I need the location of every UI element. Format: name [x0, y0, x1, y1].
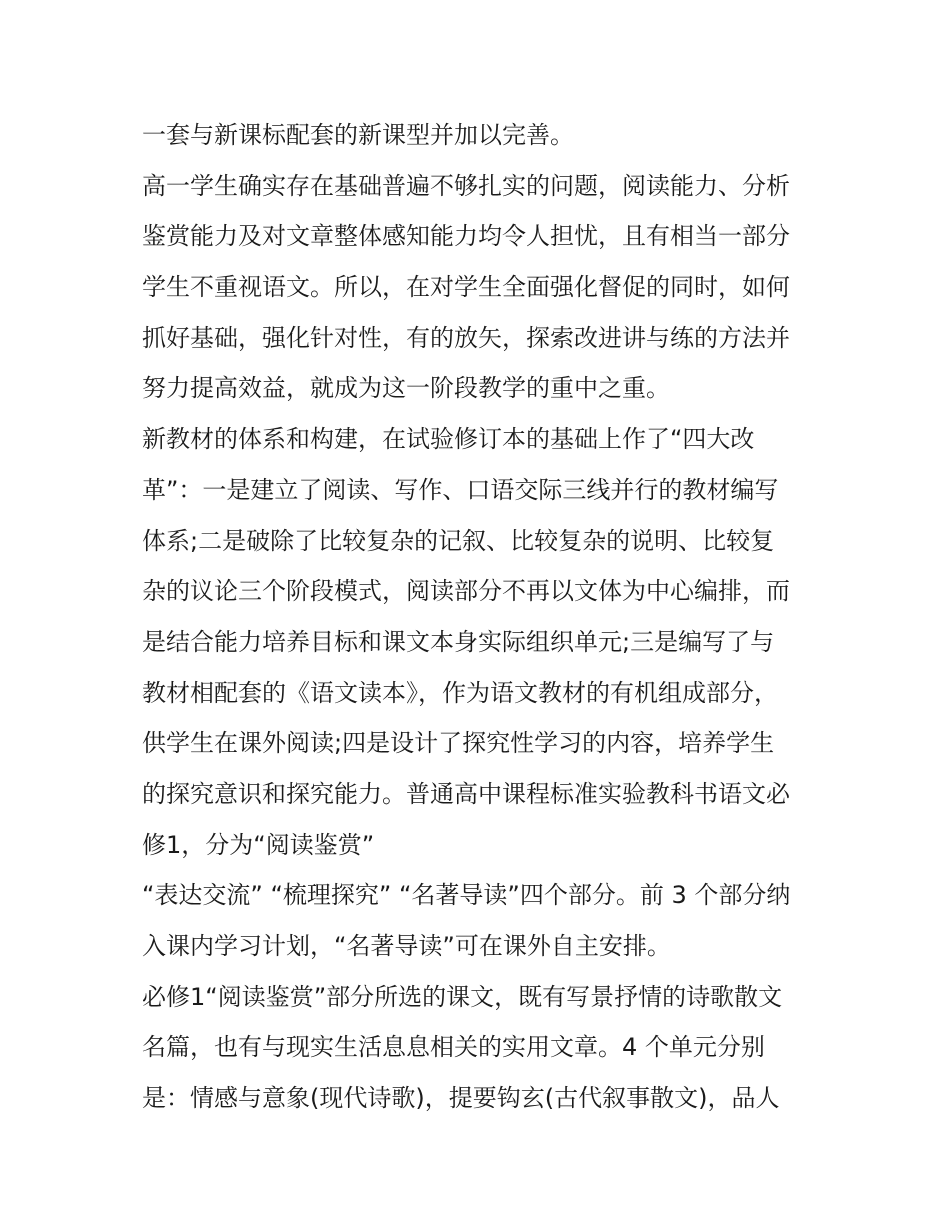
- text-line: 鉴赏能力及对文章整体感知能力均令人担忧，且有相当一部分: [142, 222, 790, 251]
- text-line: 是：情感与意象(现代诗歌)，提要钩玄(古代叙事散文)，品人: [142, 1084, 780, 1113]
- text-line: “表达交流” “梳理探究” “名著导读”四个部分。前 3 个部分纳: [142, 881, 791, 910]
- text-line: 努力提高效益，就成为这一阶段教学的重中之重。: [142, 374, 670, 403]
- text-line: 教材相配套的《语文读本》，作为语文教材的有机组成部分，: [142, 678, 778, 707]
- text-line: 杂的议论三个阶段模式，阅读部分不再以文体为中心编排，而: [142, 577, 790, 606]
- text-line: 体系;二是破除了比较复杂的记叙、比较复杂的说明、比较复: [142, 526, 775, 555]
- text-line: 名篇，也有与现实生活息息相关的实用文章。4 个单元分别: [142, 1033, 765, 1062]
- text-line: 入课内学习计划，“名著导读”可在课外自主安排。: [142, 932, 671, 960]
- text-line: 修1，分为“阅读鉴赏”: [142, 830, 375, 859]
- text-line: 高一学生确实存在基础普遍不够扎实的问题，阅读能力、分析: [142, 171, 790, 200]
- text-line: 抓好基础，强化针对性，有的放矢，探索改进讲与练的方法并: [142, 323, 790, 352]
- body-text: [142, 110, 822, 1124]
- text-line: 必修1“阅读鉴赏”部分所选的课文，既有写景抒情的诗歌散文: [142, 982, 783, 1011]
- text-line: 一套与新课标配套的新课型并加以完善。: [142, 121, 574, 149]
- text-line: 的探究意识和探究能力。普通高中课程标准实验教科书语文必: [142, 779, 790, 808]
- text-line: 学生不重视语文。所以，在对学生全面强化督促的同时，如何: [142, 273, 790, 302]
- text-line: 是结合能力培养目标和课文本身实际组织单元;三是编写了与: [142, 627, 775, 656]
- text-line: 革”：一是建立了阅读、写作、口语交际三线并行的教材编写: [142, 475, 779, 504]
- text-line: 供学生在课外阅读;四是设计了探究性学习的内容，培养学生: [142, 729, 775, 758]
- text-line: 新教材的体系和构建，在试验修订本的基础上作了“四大改: [142, 425, 755, 454]
